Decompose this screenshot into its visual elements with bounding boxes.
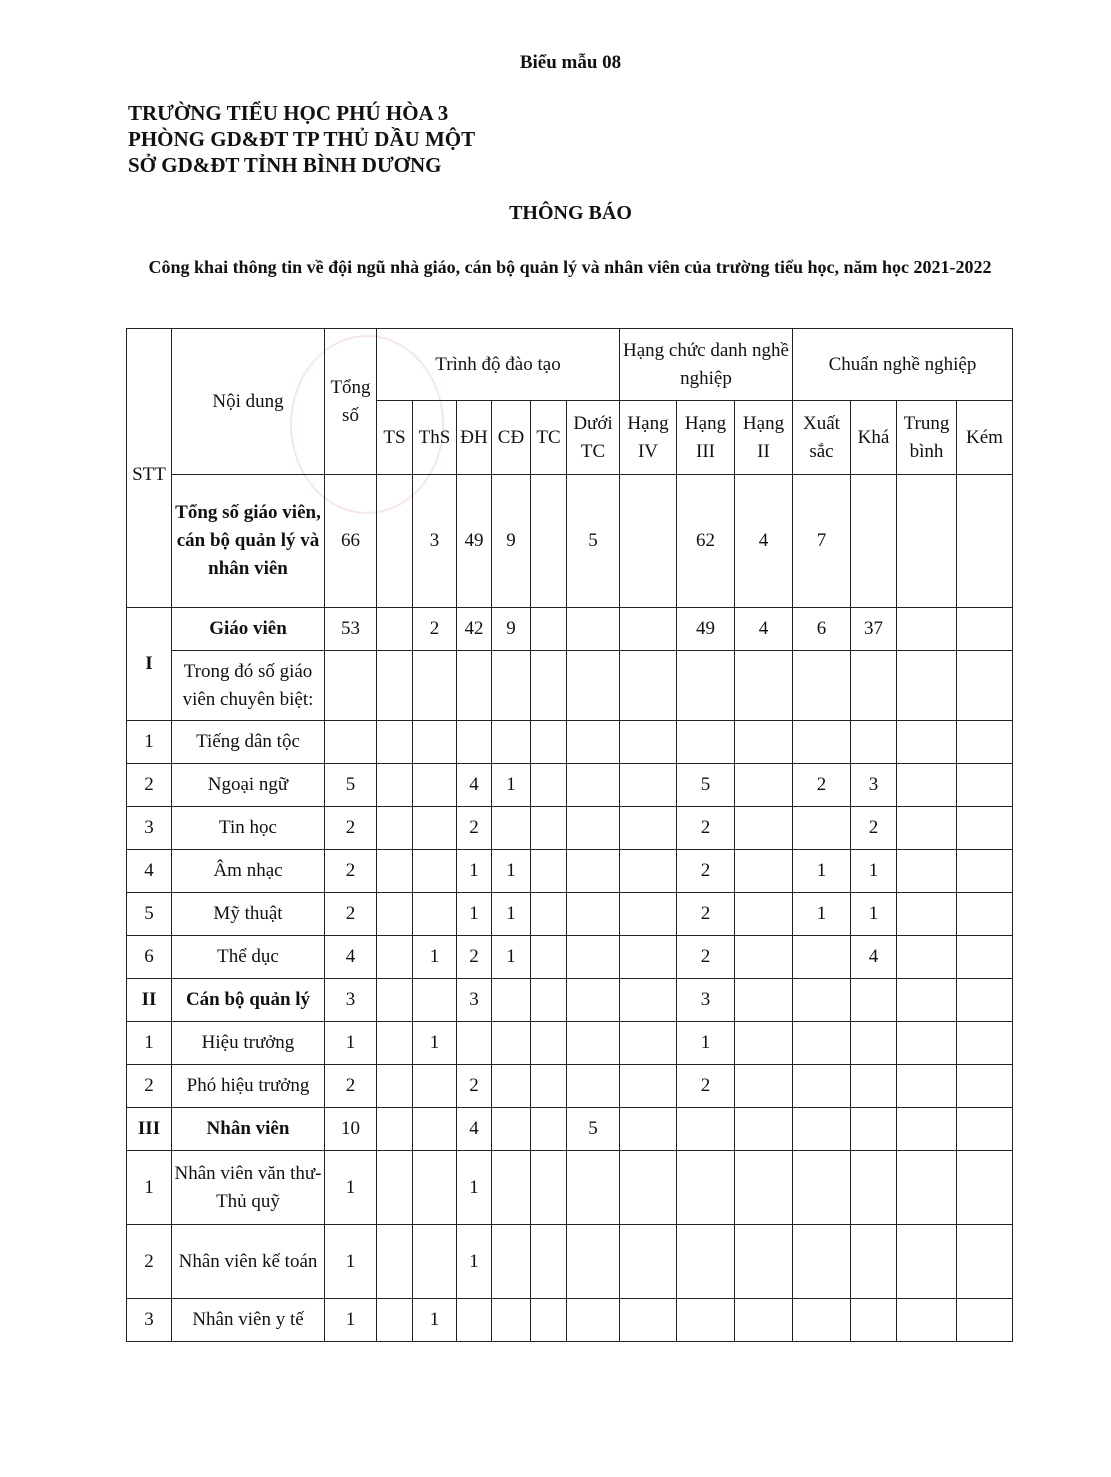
cell-cd	[492, 1151, 531, 1225]
cell-poor	[957, 807, 1013, 850]
table-row	[127, 979, 1013, 1022]
cell-average	[897, 1108, 957, 1151]
cell-rank3: 2	[677, 807, 735, 850]
cell-average	[897, 1022, 957, 1065]
cell-ths: 1	[413, 1022, 457, 1065]
row-stt: 3	[127, 1299, 172, 1342]
cell-below-tc	[567, 608, 620, 651]
cell-below-tc	[567, 807, 620, 850]
cell-poor	[957, 475, 1013, 608]
cell-poor	[957, 721, 1013, 764]
cell-average	[897, 850, 957, 893]
cell-dh: 2	[457, 936, 492, 979]
cell-good: 4	[851, 936, 897, 979]
cell-dh: 2	[457, 807, 492, 850]
cell-rank2	[735, 1151, 793, 1225]
cell-good: 1	[851, 850, 897, 893]
cell-rank2	[735, 1225, 793, 1299]
cell-ths	[413, 721, 457, 764]
cell-dh: 1	[457, 1151, 492, 1225]
header-ts: TS	[377, 401, 413, 475]
row-content: Ngoại ngữ	[172, 764, 325, 807]
table-row	[127, 893, 1013, 936]
cell-poor	[957, 1225, 1013, 1299]
notice-title: THÔNG BÁO	[509, 202, 632, 224]
cell-rank2	[735, 651, 793, 721]
cell-tc	[531, 1065, 567, 1108]
cell-tc	[531, 608, 567, 651]
cell-rank3: 1	[677, 1022, 735, 1065]
cell-cd	[492, 979, 531, 1022]
cell-poor	[957, 979, 1013, 1022]
cell-rank4	[620, 721, 677, 764]
cell-rank4	[620, 651, 677, 721]
cell-tc	[531, 807, 567, 850]
cell-rank2	[735, 893, 793, 936]
cell-average	[897, 807, 957, 850]
cell-good	[851, 1065, 897, 1108]
cell-good	[851, 1299, 897, 1342]
cell-ths	[413, 979, 457, 1022]
row-content: Thể dục	[172, 936, 325, 979]
cell-ths: 1	[413, 936, 457, 979]
cell-dh: 4	[457, 1108, 492, 1151]
row-stt: 6	[127, 936, 172, 979]
row-stt: III	[127, 1108, 172, 1151]
cell-dh: 2	[457, 1065, 492, 1108]
cell-ths: 3	[413, 475, 457, 608]
cell-tc	[531, 1022, 567, 1065]
row-stt: 1	[127, 1022, 172, 1065]
cell-good	[851, 1225, 897, 1299]
cell-total: 2	[325, 807, 377, 850]
cell-below-tc	[567, 893, 620, 936]
cell-total: 1	[325, 1022, 377, 1065]
row-stt: 2	[127, 764, 172, 807]
cell-dh: 1	[457, 893, 492, 936]
cell-rank4	[620, 893, 677, 936]
cell-total: 2	[325, 893, 377, 936]
header-content: Nội dung	[172, 329, 325, 475]
department-name: PHÒNG GD&ĐT TP THỦ DẦU MỘT	[128, 127, 476, 151]
cell-dh: 4	[457, 764, 492, 807]
cell-poor	[957, 1108, 1013, 1151]
cell-rank3: 2	[677, 893, 735, 936]
cell-excellent	[793, 936, 851, 979]
cell-below-tc	[567, 764, 620, 807]
cell-good	[851, 1108, 897, 1151]
cell-good	[851, 721, 897, 764]
cell-dh: 3	[457, 979, 492, 1022]
cell-below-tc	[567, 850, 620, 893]
cell-cd	[492, 1225, 531, 1299]
cell-excellent: 6	[793, 608, 851, 651]
cell-rank4	[620, 1022, 677, 1065]
cell-excellent	[793, 1022, 851, 1065]
cell-rank2	[735, 936, 793, 979]
cell-rank3	[677, 1225, 735, 1299]
row-content: Tin học	[172, 807, 325, 850]
cell-total: 1	[325, 1225, 377, 1299]
cell-total	[325, 651, 377, 721]
cell-ths	[413, 1151, 457, 1225]
cell-tc	[531, 475, 567, 608]
cell-average	[897, 893, 957, 936]
cell-ths	[413, 893, 457, 936]
row-content: Hiệu trưởng	[172, 1022, 325, 1065]
header-standard-group: Chuẩn nghề nghiệp	[793, 329, 1013, 401]
cell-excellent	[793, 807, 851, 850]
cell-cd	[492, 651, 531, 721]
table-row	[127, 721, 1013, 764]
cell-tc	[531, 721, 567, 764]
header-rank2: Hạng II	[735, 401, 793, 475]
cell-ths	[413, 1225, 457, 1299]
cell-below-tc	[567, 936, 620, 979]
cell-rank2: 4	[735, 608, 793, 651]
cell-tc	[531, 651, 567, 721]
cell-average	[897, 1065, 957, 1108]
cell-good	[851, 1022, 897, 1065]
cell-excellent	[793, 721, 851, 764]
cell-good: 1	[851, 893, 897, 936]
cell-excellent	[793, 979, 851, 1022]
header-stt: STT	[127, 329, 172, 608]
cell-excellent	[793, 1065, 851, 1108]
cell-rank3: 2	[677, 1065, 735, 1108]
cell-excellent	[793, 651, 851, 721]
cell-poor	[957, 1022, 1013, 1065]
row-content: Nhân viên	[172, 1108, 325, 1151]
cell-rank4	[620, 608, 677, 651]
cell-ts	[377, 651, 413, 721]
cell-total: 1	[325, 1299, 377, 1342]
cell-excellent: 1	[793, 893, 851, 936]
cell-tc	[531, 1299, 567, 1342]
cell-dh	[457, 721, 492, 764]
cell-rank4	[620, 1065, 677, 1108]
cell-below-tc	[567, 1299, 620, 1342]
cell-rank4	[620, 807, 677, 850]
cell-rank2	[735, 721, 793, 764]
cell-excellent	[793, 1151, 851, 1225]
table-row	[127, 651, 1013, 721]
cell-total: 53	[325, 608, 377, 651]
cell-good: 37	[851, 608, 897, 651]
cell-rank3	[677, 721, 735, 764]
cell-below-tc: 5	[567, 475, 620, 608]
table-row	[127, 608, 1013, 651]
row-stt: 1	[127, 721, 172, 764]
table-row	[127, 1299, 1013, 1342]
cell-tc	[531, 1108, 567, 1151]
cell-poor	[957, 608, 1013, 651]
cell-total: 2	[325, 1065, 377, 1108]
cell-ts	[377, 1022, 413, 1065]
header-ths: ThS	[413, 401, 457, 475]
cell-rank3	[677, 651, 735, 721]
cell-ts	[377, 850, 413, 893]
cell-average	[897, 1299, 957, 1342]
row-stt: 2	[127, 1065, 172, 1108]
cell-dh	[457, 1022, 492, 1065]
cell-rank4	[620, 979, 677, 1022]
cell-total: 66	[325, 475, 377, 608]
header-tc: TC	[531, 401, 567, 475]
cell-cd: 9	[492, 475, 531, 608]
cell-tc	[531, 979, 567, 1022]
cell-cd: 1	[492, 893, 531, 936]
cell-ts	[377, 475, 413, 608]
cell-rank3: 5	[677, 764, 735, 807]
cell-ts	[377, 807, 413, 850]
cell-rank3: 49	[677, 608, 735, 651]
cell-dh	[457, 651, 492, 721]
header-good: Khá	[851, 401, 897, 475]
cell-rank4	[620, 475, 677, 608]
table-row	[127, 850, 1013, 893]
cell-cd: 1	[492, 764, 531, 807]
table-row	[127, 1022, 1013, 1065]
cell-tc	[531, 1151, 567, 1225]
cell-rank4	[620, 1299, 677, 1342]
cell-ts	[377, 893, 413, 936]
cell-dh: 1	[457, 850, 492, 893]
cell-tc	[531, 893, 567, 936]
cell-total: 5	[325, 764, 377, 807]
cell-ths	[413, 651, 457, 721]
cell-dh: 42	[457, 608, 492, 651]
header-rank-group: Hạng chức danh nghề nghiệp	[620, 329, 793, 401]
cell-cd: 9	[492, 608, 531, 651]
staff-table	[126, 328, 1013, 1342]
cell-excellent: 1	[793, 850, 851, 893]
school-name: TRƯỜNG TIỂU HỌC PHÚ HÒA 3	[128, 101, 449, 125]
row-content: Tiếng dân tộc	[172, 721, 325, 764]
header-below-tc: Dưới TC	[567, 401, 620, 475]
header-excellent: Xuất sắc	[793, 401, 851, 475]
cell-below-tc	[567, 1065, 620, 1108]
cell-good	[851, 979, 897, 1022]
row-content: Cán bộ quản lý	[172, 979, 325, 1022]
row-content: Trong đó số giáo viên chuyên biệt:	[172, 651, 325, 721]
header-rank4: Hạng IV	[620, 401, 677, 475]
cell-rank2	[735, 1022, 793, 1065]
cell-below-tc: 5	[567, 1108, 620, 1151]
cell-average	[897, 608, 957, 651]
table-row	[127, 764, 1013, 807]
cell-average	[897, 475, 957, 608]
cell-dh: 49	[457, 475, 492, 608]
row-stt: 4	[127, 850, 172, 893]
cell-rank3: 2	[677, 850, 735, 893]
table-row	[127, 936, 1013, 979]
cell-average	[897, 721, 957, 764]
office-name: SỞ GD&ĐT TỈNH BÌNH DƯƠNG	[128, 153, 442, 177]
cell-good	[851, 651, 897, 721]
cell-rank2	[735, 1299, 793, 1342]
cell-cd	[492, 1108, 531, 1151]
cell-tc	[531, 1225, 567, 1299]
cell-total: 4	[325, 936, 377, 979]
header-total: Tổng số	[325, 329, 377, 475]
header-dh: ĐH	[457, 401, 492, 475]
cell-below-tc	[567, 1225, 620, 1299]
cell-rank2	[735, 807, 793, 850]
cell-below-tc	[567, 1151, 620, 1225]
cell-dh	[457, 1299, 492, 1342]
cell-rank2	[735, 979, 793, 1022]
cell-rank2	[735, 850, 793, 893]
cell-ts	[377, 608, 413, 651]
cell-rank2: 4	[735, 475, 793, 608]
row-content: Giáo viên	[172, 608, 325, 651]
cell-ths	[413, 1108, 457, 1151]
row-content: Nhân viên kế toán	[172, 1225, 325, 1299]
table-row	[127, 1108, 1013, 1151]
cell-average	[897, 979, 957, 1022]
cell-rank4	[620, 764, 677, 807]
cell-ths	[413, 1065, 457, 1108]
row-stt: 3	[127, 807, 172, 850]
table-row	[127, 1225, 1013, 1299]
cell-total: 10	[325, 1108, 377, 1151]
row-stt: 5	[127, 893, 172, 936]
cell-below-tc	[567, 651, 620, 721]
cell-ts	[377, 1225, 413, 1299]
table-row	[127, 1065, 1013, 1108]
row-content: Mỹ thuật	[172, 893, 325, 936]
header-average: Trung bình	[897, 401, 957, 475]
cell-rank2	[735, 1065, 793, 1108]
row-content: Phó hiệu trưởng	[172, 1065, 325, 1108]
cell-ts	[377, 1065, 413, 1108]
cell-good: 2	[851, 807, 897, 850]
cell-total: 3	[325, 979, 377, 1022]
cell-cd: 1	[492, 936, 531, 979]
row-stt: I	[127, 608, 172, 721]
cell-good	[851, 1151, 897, 1225]
cell-ths: 1	[413, 1299, 457, 1342]
cell-ts	[377, 1151, 413, 1225]
cell-poor	[957, 651, 1013, 721]
row-content: Âm nhạc	[172, 850, 325, 893]
cell-cd	[492, 1299, 531, 1342]
cell-rank4	[620, 850, 677, 893]
cell-rank3: 2	[677, 936, 735, 979]
cell-ths	[413, 807, 457, 850]
cell-average	[897, 651, 957, 721]
cell-ts	[377, 1108, 413, 1151]
cell-rank4	[620, 1108, 677, 1151]
cell-ts	[377, 936, 413, 979]
cell-excellent: 7	[793, 475, 851, 608]
cell-average	[897, 1225, 957, 1299]
header-cd: CĐ	[492, 401, 531, 475]
cell-ths	[413, 764, 457, 807]
cell-poor	[957, 893, 1013, 936]
cell-rank2	[735, 764, 793, 807]
cell-poor	[957, 936, 1013, 979]
header-rank3: Hạng III	[677, 401, 735, 475]
cell-tc	[531, 850, 567, 893]
cell-total	[325, 721, 377, 764]
cell-good	[851, 475, 897, 608]
cell-ts	[377, 764, 413, 807]
cell-cd	[492, 807, 531, 850]
form-code: Biểu mẫu 08	[519, 52, 622, 73]
cell-average	[897, 1151, 957, 1225]
cell-good: 3	[851, 764, 897, 807]
cell-dh: 1	[457, 1225, 492, 1299]
cell-poor	[957, 1151, 1013, 1225]
row-content: Nhân viên y tế	[172, 1299, 325, 1342]
cell-poor	[957, 850, 1013, 893]
issuer-header	[128, 100, 475, 178]
notice-subtitle: Công khai thông tin về đội ngũ nhà giáo, cán bộ quản lý và nhân viên của trường tiểu học, năm học 2021-2022	[148, 257, 992, 277]
cell-poor	[957, 1299, 1013, 1342]
cell-ts	[377, 979, 413, 1022]
cell-rank3	[677, 1151, 735, 1225]
cell-tc	[531, 936, 567, 979]
cell-poor	[957, 1065, 1013, 1108]
cell-ts	[377, 721, 413, 764]
table-row	[127, 475, 1013, 608]
cell-cd	[492, 1022, 531, 1065]
cell-rank4	[620, 936, 677, 979]
cell-excellent	[793, 1108, 851, 1151]
cell-ts	[377, 1299, 413, 1342]
cell-excellent	[793, 1299, 851, 1342]
cell-total: 2	[325, 850, 377, 893]
cell-rank4	[620, 1225, 677, 1299]
cell-rank3	[677, 1299, 735, 1342]
cell-tc	[531, 764, 567, 807]
cell-rank3: 62	[677, 475, 735, 608]
cell-poor	[957, 764, 1013, 807]
cell-excellent: 2	[793, 764, 851, 807]
cell-rank3: 3	[677, 979, 735, 1022]
header-training-group: Trình độ đào tạo	[377, 329, 620, 401]
cell-excellent	[793, 1225, 851, 1299]
cell-cd	[492, 1065, 531, 1108]
cell-rank4	[620, 1151, 677, 1225]
row-content: Nhân viên văn thư- Thủ quỹ	[172, 1151, 325, 1225]
table-row	[127, 1151, 1013, 1225]
cell-total: 1	[325, 1151, 377, 1225]
cell-cd	[492, 721, 531, 764]
table-row	[127, 807, 1013, 850]
cell-ths	[413, 850, 457, 893]
row-stt: 1	[127, 1151, 172, 1225]
cell-below-tc	[567, 1022, 620, 1065]
header-poor: Kém	[957, 401, 1013, 475]
cell-below-tc	[567, 979, 620, 1022]
cell-rank2	[735, 1108, 793, 1151]
row-stt: 2	[127, 1225, 172, 1299]
cell-average	[897, 764, 957, 807]
cell-rank3	[677, 1108, 735, 1151]
cell-cd: 1	[492, 850, 531, 893]
cell-below-tc	[567, 721, 620, 764]
row-content: Tổng số giáo viên, cán bộ quản lý và nhân viên	[172, 475, 325, 608]
cell-ths: 2	[413, 608, 457, 651]
row-stt: II	[127, 979, 172, 1022]
cell-average	[897, 936, 957, 979]
